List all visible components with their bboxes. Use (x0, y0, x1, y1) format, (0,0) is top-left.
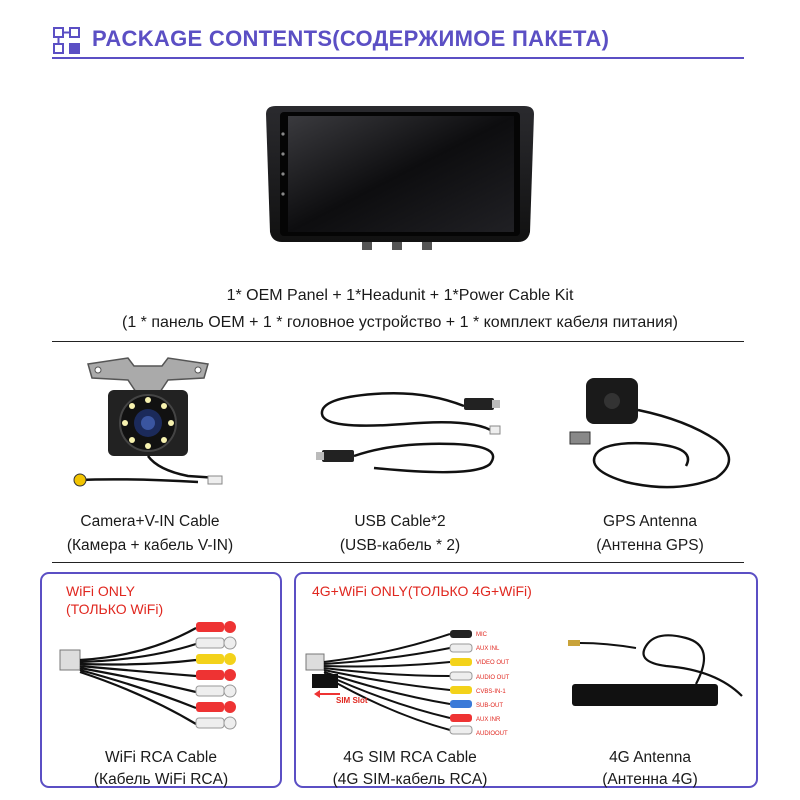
4g-sim-rca-cable-name-en: 4G SIM RCA Cable (343, 749, 477, 766)
grid-squares-icon (52, 26, 82, 56)
camera-name-ru: (Камера + кабель V-IN) (66, 537, 234, 554)
page-title: PACKAGE CONTENTS(СОДЕРЖИМОЕ ПАКЕТА) (92, 26, 610, 51)
wifi-only-label: WiFi ONLY (66, 583, 135, 599)
connector-tag: AUX INL (476, 646, 500, 653)
connector-tag: CVBS-IN-1 (476, 688, 506, 695)
oem-panel-headunit-image (262, 104, 538, 254)
camera-image (68, 350, 228, 500)
4g-antenna-name-en: 4G Antenna (609, 749, 691, 766)
wifi-rca-cable-name-ru: (Кабель WiFi RCA) (93, 771, 229, 788)
gps-antenna-name-en: GPS Antenna (603, 513, 697, 530)
4g-antenna-image (566, 626, 746, 722)
sim-slot-label: SIM Slot (336, 696, 368, 705)
4g-sim-rca-cable-name-ru: (4G SIM-кабель RCA) (332, 771, 488, 788)
section-divider (52, 562, 744, 563)
connector-tag: VIDEO OUT (476, 660, 510, 667)
4g-wifi-only-label: 4G+WiFi ONLY(ТОЛЬКО 4G+WiFi) (312, 583, 532, 599)
gps-antenna-image (566, 370, 746, 500)
main-caption-ru: (1 * панель OEM + 1 * головное устройство + 1 * комплект кабеля питания) (121, 314, 678, 331)
usb-cable-name-en: USB Cable*2 (354, 513, 446, 530)
connector-tag: AUDIO OUT (476, 674, 510, 681)
connector-tag: AUX INR (476, 717, 501, 724)
usb-cable-image (314, 380, 504, 480)
connector-tag: AUDIOOUT (476, 731, 508, 738)
wifi-only-label-ru: (ТОЛЬКО WiFi) (66, 601, 164, 617)
gps-antenna-name-ru: (Антенна GPS) (596, 537, 704, 554)
connector-tag: MIC (476, 632, 487, 638)
wifi-rca-cable-image (56, 606, 252, 736)
4g-sim-rca-cable-image (300, 624, 550, 736)
main-caption-en: 1* OEM Panel + 1*Headunit + 1*Power Cable Kit (226, 287, 574, 304)
usb-cable-name-ru: (USB-кабель * 2) (339, 537, 461, 554)
wifi-rca-cable-name-en: WiFi RCA Cable (105, 749, 217, 766)
header-divider (52, 57, 744, 59)
connector-tag: SUB-OUT (476, 703, 503, 710)
4g-antenna-name-ru: (Антенна 4G) (602, 771, 698, 788)
section-divider (52, 341, 744, 342)
camera-name-en: Camera+V-IN Cable (80, 513, 220, 530)
connector-tag-list (476, 628, 509, 742)
